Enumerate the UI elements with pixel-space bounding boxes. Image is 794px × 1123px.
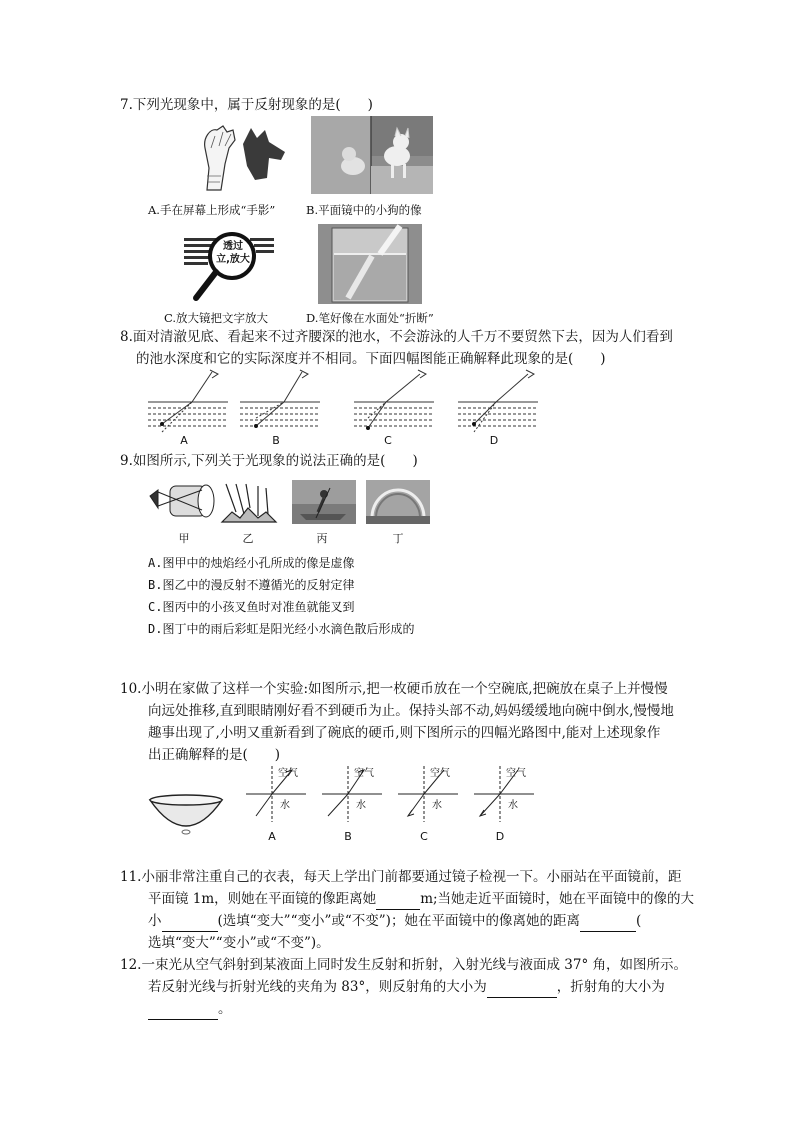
hand-shadow-image bbox=[185, 118, 295, 196]
q11-line2: 平面镜 1m，则她在平面镜的像距离她 m;当她走近平面镜时，她在平面镜中的像的大 bbox=[148, 888, 694, 910]
q10-line2: 向远处推移,直到眼睛刚好看不到硬币为止。保持头部不动,妈妈缓缓地向碗中倒水,慢慢地 bbox=[148, 703, 674, 719]
q12-line3: 。 bbox=[148, 998, 232, 1020]
q12-line2: 若反射光线与折射光线的夹角为 83°，则反射角的大小为 ，折射角的大小为 bbox=[148, 976, 665, 998]
q8-line2: 的池水深度和它的实际深度并不相同。下面四幅图能正确解释此现象的是( ) bbox=[136, 351, 606, 367]
q7-option-b: B.平面镜中的小狗的像 bbox=[306, 203, 422, 217]
q10-label-a: A bbox=[268, 830, 276, 843]
q10-air-b: 空气 bbox=[354, 768, 374, 779]
q11-line1: 11.小丽非常注重自己的衣表，每天上学出门前都要通过镜子检视一下。小丽站在平面镜前，距 bbox=[120, 869, 682, 885]
q10-diagrams bbox=[240, 760, 540, 844]
q9-option-b: B.图乙中的漫反射不遵循光的反射定律 bbox=[148, 578, 355, 592]
q8-diagrams bbox=[140, 366, 560, 450]
q10-label-b: B bbox=[344, 830, 352, 843]
q10-air-c: 空气 bbox=[430, 768, 450, 779]
q10-air-a: 空气 bbox=[278, 768, 298, 779]
q10-water-a: 水 bbox=[280, 800, 290, 811]
q8-label-d: D bbox=[489, 434, 499, 447]
q10-water-c: 水 bbox=[432, 800, 442, 811]
q10-label-d: D bbox=[495, 830, 505, 843]
q7-option-a: A.手在屏幕上形成“手影” bbox=[148, 203, 276, 217]
bowl-image bbox=[146, 792, 226, 842]
q12-line1: 12.一束光从空气斜射到某液面上同时发生反射和折射，入射光线与液面成 37° 角，如图所示。 bbox=[120, 957, 687, 973]
q8-label-c: C bbox=[384, 434, 392, 447]
q10-air-d: 空气 bbox=[506, 768, 526, 779]
q9-option-d: D.图丁中的雨后彩虹是阳光经小水滴色散后形成的 bbox=[148, 622, 415, 636]
q7-option-c: C.放大镜把文字放大 bbox=[164, 311, 269, 325]
q10-line3: 趣事出现了,小明又重新看到了碗底的硬币,则下图所示的四幅光路图中,能对上述现象作 bbox=[148, 725, 661, 741]
q9-figures bbox=[140, 478, 440, 548]
q8-line1: 8.面对清澈见底、看起来不过齐腰深的池水，不会游泳的人千万不要贸然下去，因为人们看到 bbox=[120, 329, 673, 345]
q11-blank-1[interactable] bbox=[376, 895, 420, 910]
dog-mirror-image bbox=[311, 116, 433, 194]
q9-option-a: A.图甲中的烛焰经小孔所成的像是虚像 bbox=[148, 556, 355, 570]
magnifier-text: 透过 立,放大 bbox=[216, 241, 250, 265]
pen-in-water-image bbox=[318, 224, 422, 304]
q9-option-c: C.图丙中的小孩叉鱼时对准鱼就能叉到 bbox=[148, 600, 355, 614]
q7-stem: 7.下列光现象中，属于反射现象的是( ) bbox=[120, 97, 373, 113]
q9-label-bing: 丙 bbox=[316, 532, 328, 545]
q10-line4: 出正确解释的是( ) bbox=[148, 747, 281, 763]
q7-option-d: D.笔好像在水面处“折断” bbox=[306, 311, 434, 325]
q12-blank-1[interactable] bbox=[487, 983, 557, 998]
q8-label-b: B bbox=[272, 434, 280, 447]
q11-line3: 小 (选填“变大”“变小”或“不变”)；她在平面镜中的像离她的距离 ( bbox=[148, 910, 641, 932]
q10-label-c: C bbox=[420, 830, 428, 843]
q11-blank-2[interactable] bbox=[162, 917, 218, 932]
q11-blank-3[interactable] bbox=[580, 917, 636, 932]
q11-line4: 选填“变大”“变小”或“不变”)。 bbox=[148, 935, 330, 951]
q10-line1: 10.小明在家做了这样一个实验:如图所示,把一枚硬币放在一个空碗底,把碗放在桌子上并慢慢 bbox=[120, 681, 668, 697]
q9-stem: 9.如图所示,下列关于光现象的说法正确的是( ) bbox=[120, 453, 418, 469]
q9-label-jia: 甲 bbox=[178, 532, 190, 545]
q10-water-d: 水 bbox=[508, 800, 518, 811]
q9-label-yi: 乙 bbox=[242, 532, 254, 545]
q8-label-a: A bbox=[180, 434, 188, 447]
q10-water-b: 水 bbox=[356, 800, 366, 811]
magnifier-image bbox=[180, 232, 280, 304]
q12-blank-2[interactable] bbox=[148, 1005, 218, 1020]
q9-label-ding: 丁 bbox=[392, 532, 404, 545]
